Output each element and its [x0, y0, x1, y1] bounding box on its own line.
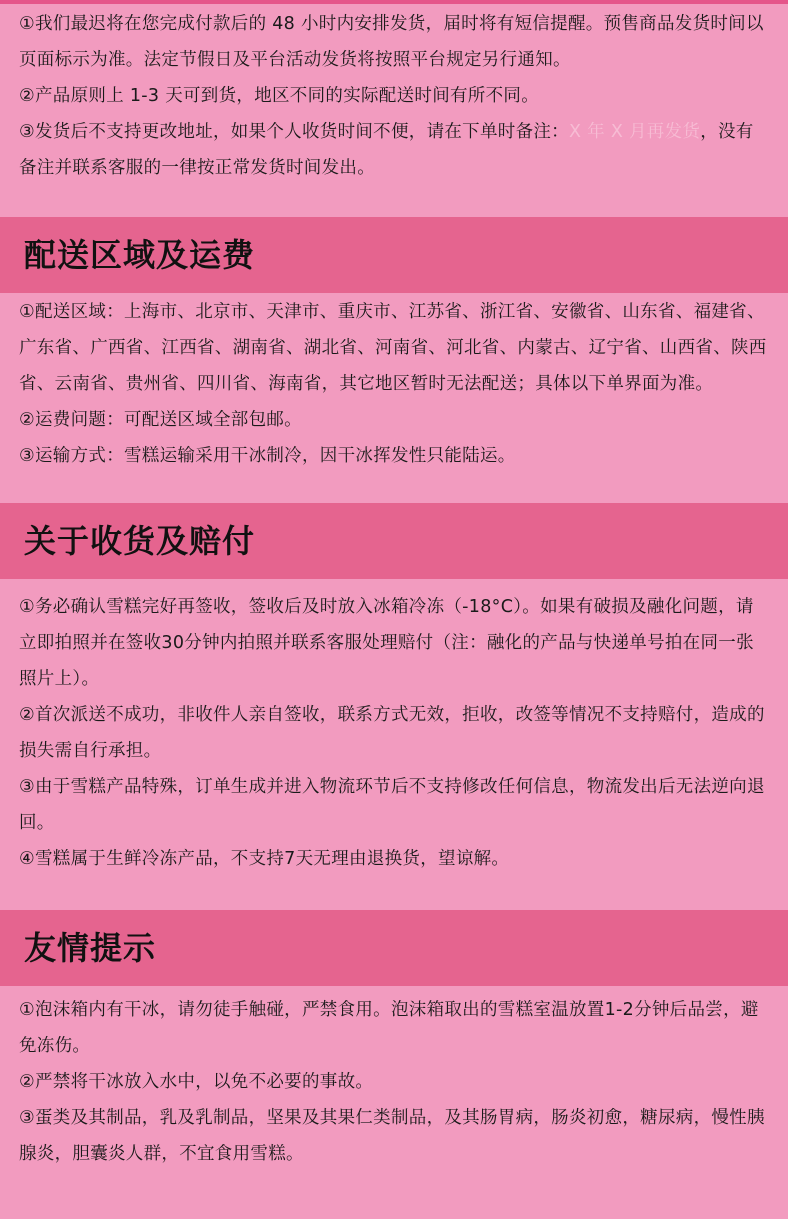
shipping-notes: [19, 6, 771, 186]
shipping-line-3-faint-b: 货: [682, 122, 701, 142]
receipt-header: [0, 503, 788, 579]
shipping-line-3-suffix: ，没有备注并联系客服的一律按正常发货时间发出。: [19, 122, 754, 178]
tips-title: 友情提示: [24, 929, 157, 967]
delivery-notes: [19, 294, 771, 474]
shipping-line-3-faint-a: X 年 X 月再发: [569, 122, 683, 142]
shipping-line-3: [19, 114, 771, 186]
shipping-line-3-prefix: ③发货后不支持更改地址，如果个人收货时间不便，请在下单时备注：: [19, 122, 569, 142]
shipping-line-1: ①我们最迟将在您完成付款后的 48 小时内安排发货，届时将有短信提醒。预售商品发货时间以页面标示为准。法定节假日及平台活动发货将按照平台规定另行通知。: [19, 14, 764, 70]
delivery-line-2: ②运费问题：可配送区域全部包邮。: [19, 410, 302, 430]
tips-header: [0, 910, 788, 986]
tips-notes: [19, 992, 771, 1172]
receipt-line-3: ③由于雪糕产品特殊，订单生成并进入物流环节后不支持修改任何信息，物流发出后无法逆向退回。: [19, 777, 765, 833]
tips-line-2: ②严禁将干冰放入水中，以免不必要的事故。: [19, 1072, 374, 1092]
shipping-line-2: ②产品原则上 1-3 天可到货，地区不同的实际配送时间有所不同。: [19, 86, 539, 106]
receipt-title: 关于收货及赔付: [24, 522, 256, 560]
delivery-line-1: ①配送区域：上海市、北京市、天津市、重庆市、江苏省、浙江省、安徽省、山东省、福建省、广东省、广西省、江西省、湖南省、湖北省、河南省、河北省、内蒙古、辽宁省、山西省、陕西省、云南省、贵州省、四川省、海南省，其它地区暂时无法配送；具体以下单界面为准。: [19, 302, 767, 394]
delivery-header: [0, 217, 788, 293]
delivery-title: 配送区域及运费: [24, 236, 256, 274]
tips-line-3: ③蛋类及其制品，乳及乳制品，坚果及其果仁类制品，及其肠胃病，肠炎初愈，糖尿病，慢性胰腺炎，胆囊炎人群，不宜食用雪糕。: [19, 1108, 765, 1164]
receipt-notes: [19, 589, 771, 877]
receipt-line-1: ①务必确认雪糕完好再签收，签收后及时放入冰箱冷冻（-18°C）。如果有破损及融化问题，请立即拍照并在签收30分钟内拍照并联系客服处理赔付（注：融化的产品与快递单号拍在同一张照片上）。: [19, 597, 754, 689]
receipt-line-2: ②首次派送不成功，非收件人亲自签收，联系方式无效，拒收，改签等情况不支持赔付，造成的损失需自行承担。: [19, 705, 765, 761]
delivery-line-3: ③运输方式：雪糕运输采用干冰制冷，因干冰挥发性只能陆运。: [19, 446, 516, 466]
top-accent-strip: [0, 0, 788, 4]
tips-line-1: ①泡沫箱内有干冰，请勿徒手触碰，严禁食用。泡沫箱取出的雪糕室温放置1-2分钟后品尝，避免冻伤。: [19, 1000, 759, 1056]
receipt-line-4: ④雪糕属于生鲜冷冻产品，不支持7天无理由退换货，望谅解。: [19, 849, 510, 869]
